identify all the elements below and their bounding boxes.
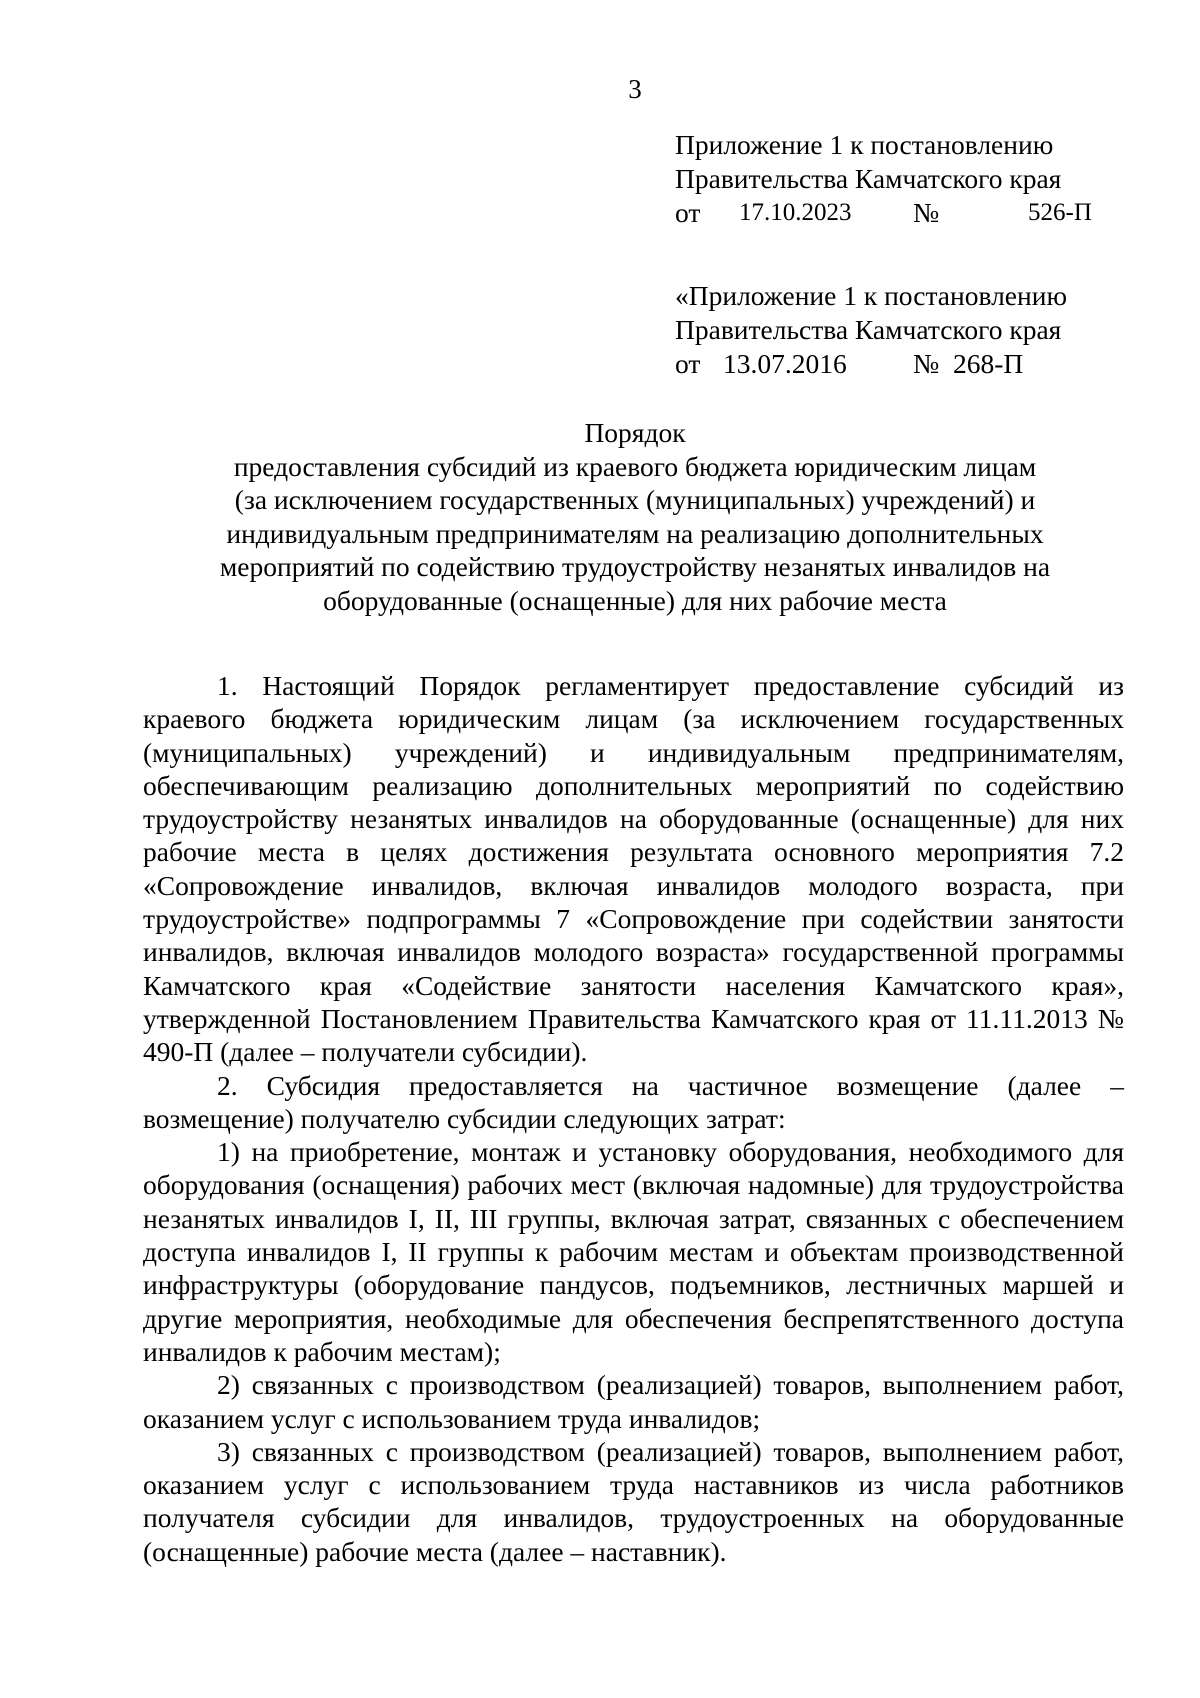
paragraph: 1. Настоящий Порядок регламентирует предоставление субсидий из краевого бюджета юридическим лицам (за исключением государственных (муниципальных) учреждений) и индивидуальным предпринимателям, обеспечивающим реализацию дополнительных мероприятий по содействию трудоустройству незанятых инвалидов на оборудованные (оснащенные) для них рабочие места в целях достижения результата основного мероприятия 7.2 «Сопровождение инвалидов, включая инвалидов молодого возраста, при трудоустройстве» подпрограммы 7 «Сопровождение при содействии занятости инвалидов, включая инвалидов молодого возраста» государственной программы Камчатского края «Содействие занятости населения Камчатского края», утвержденной Постановлением Правительства Камчатского края от 11.11.2013 № 490-П (далее – получатели субсидии). [143,670,1124,1068]
title-line: индивидуальным предпринимателям на реализацию дополнительных [226,517,1044,549]
number-sign: № [913,197,940,228]
appendix-header-line: Приложение 1 к постановлению [675,129,1054,160]
resolution-number: 526-П [1028,199,1092,226]
from-label: от [675,197,701,228]
appendix-header-original [675,279,1067,381]
title-line: оборудованные (оснащенные) для них рабочие места [323,584,947,616]
resolution-date: 13.07.2016 [723,348,847,379]
title-line: предоставления субсидий из краевого бюджета юридическим лицам [233,450,1037,482]
appendix-header-current [675,128,1092,230]
paragraph: 3) связанных с производством (реализацией) товаров, выполнением работ, оказанием услуг с использованием труда наставников из числа работников получателя субсидии для инвалидов, трудоустроенных на оборудованные (оснащенные) рабочие места (далее – наставник). [143,1435,1124,1567]
resolution-number: 268-П [953,348,1024,379]
from-label: от [675,348,701,379]
appendix-header-line: Правительства Камчатского края [675,163,1062,194]
number-sign: № [913,348,940,379]
title-line: (за исключением государственных (муниципальных) учреждений) и [234,484,1036,515]
title-heading: Порядок [584,417,686,448]
paragraph: 1) на приобретение, монтаж и установку оборудования, необходимого для оборудования (оснащения) рабочих мест (включая надомные) для трудоустройства незанятых инвалидов I, II, III группы, включая затрат, связанных с обеспечением доступа инвалидов I, II группы к рабочим местам и объектам производственной инфраструктуры (оборудование пандусов, подъемников, лестничных маршей и другие мероприятия, необходимые для обеспечения беспрепятственного доступа инвалидов к рабочим местам); [143,1136,1124,1367]
resolution-date-line [675,347,1067,381]
resolution-date: 17.10.2023 [739,199,852,226]
page-number: 3 [628,74,642,104]
document-title [185,416,1085,617]
paragraph: 2. Субсидия предоставляется на частичное возмещение (далее – возмещение) получателю субсидии следующих затрат: [143,1069,1124,1134]
resolution-date-line [675,196,1092,230]
appendix-header-line: «Приложение 1 к постановлению [675,280,1067,311]
document-body [143,669,1124,1568]
paragraph: 2) связанных с производством (реализацией) товаров, выполнением работ, оказанием услуг с использованием труда инвалидов; [143,1369,1124,1434]
appendix-header-line: Правительства Камчатского края [675,314,1062,345]
title-line: мероприятий по содействию трудоустройству незанятых инвалидов на [219,551,1051,582]
